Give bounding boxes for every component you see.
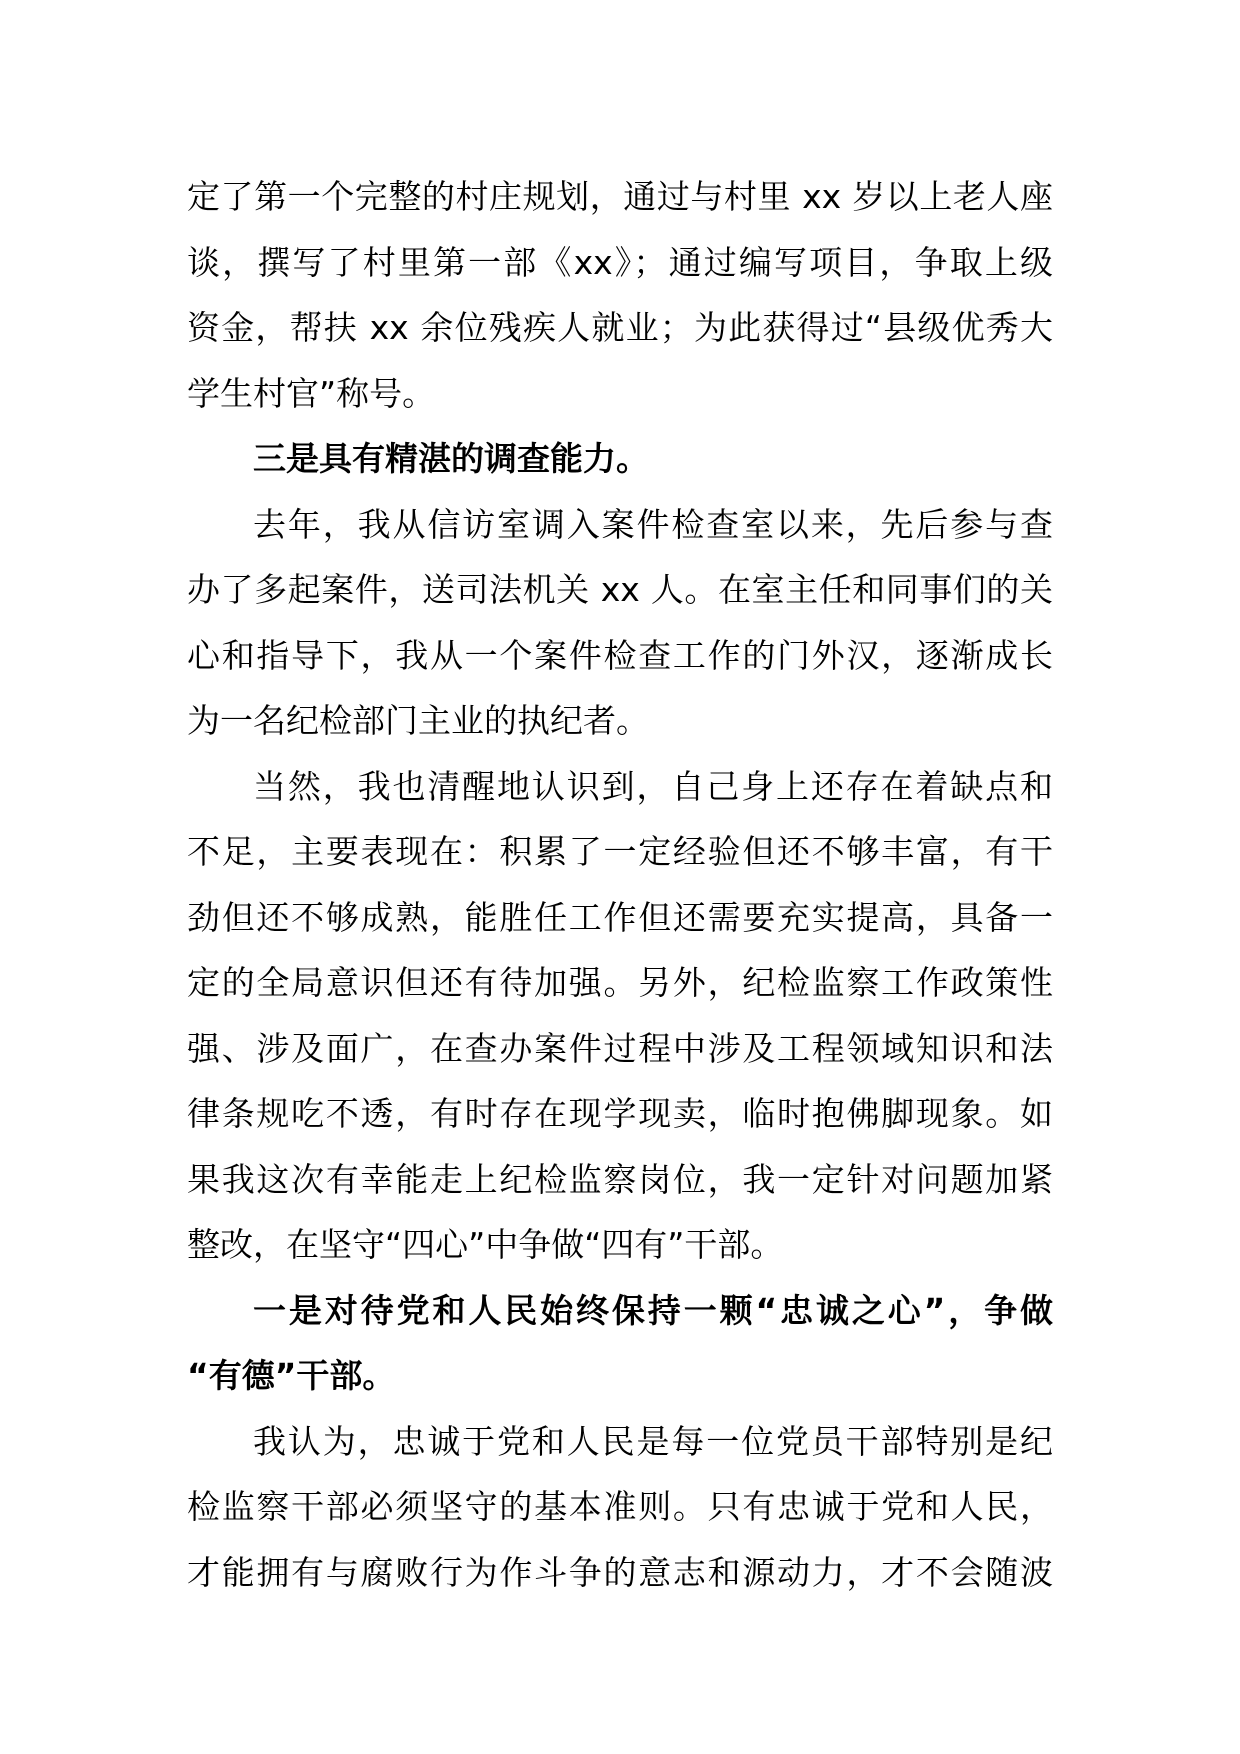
paragraph-line: 律条规吃不透，有时存在现学现卖，临时抱佛脚现象。如: [187, 1094, 1053, 1133]
paragraph-line: 去年，我从信访室调入案件检查室以来，先后参与查: [253, 504, 1053, 544]
document-body: [187, 164, 1053, 1605]
paragraph-line: 当然，我也清醒地认识到，自己身上还存在着缺点和: [253, 766, 1053, 806]
paragraph-line: 学生村官”称号。: [187, 373, 436, 413]
section-heading-line: 三是具有精湛的调查能力。: [253, 439, 649, 478]
paragraph-line: 劲但还不够成熟，能胜任工作但还需要充实提高，具备一: [187, 897, 1053, 937]
paragraph-line: 才能拥有与腐败行为作斗争的意志和源动力，才不会随波: [187, 1552, 1053, 1592]
paragraph-line: 心和指导下，我从一个案件检查工作的门外汉，逐渐成长: [187, 635, 1053, 675]
paragraph-line: 为一名纪检部门主业的执纪者。: [187, 701, 649, 740]
paragraph-line: 我认为，忠诚于党和人民是每一位党员干部特别是纪: [253, 1421, 1053, 1461]
paragraph-line: 整改，在坚守“四心”中争做“四有”干部。: [187, 1225, 784, 1264]
paragraph-line: 果我这次有幸能走上纪检监察岗位，我一定针对问题加紧: [187, 1159, 1053, 1199]
paragraph-line: 定了第一个完整的村庄规划，通过与村里 xx 岁以上老人座: [187, 177, 1053, 216]
paragraph-line: 谈，撰写了村里第一部《xx》；通过编写项目，争取上级: [187, 242, 1053, 282]
paragraph-line: 资金，帮扶 xx 余位残疾人就业；为此获得过“县级优秀大: [187, 308, 1053, 347]
paragraph-line: 不足，主要表现在：积累了一定经验但还不够丰富，有干: [187, 832, 1053, 871]
section-heading-line: “有德”干部。: [187, 1356, 396, 1395]
paragraph-line: 定的全局意识但还有待加强。另外，纪检监察工作政策性: [187, 963, 1053, 1002]
paragraph-line: 检监察干部必须坚守的基本准则。只有忠诚于党和人民，: [187, 1487, 1053, 1526]
paragraph-line: 强、涉及面广，在查办案件过程中涉及工程领域知识和法: [187, 1028, 1053, 1068]
paragraph-line: 办了多起案件，送司法机关 xx 人。在室主任和同事们的关: [187, 570, 1053, 609]
section-heading-line: 一是对待党和人民始终保持一颗“忠诚之心”，争做: [253, 1290, 1053, 1330]
